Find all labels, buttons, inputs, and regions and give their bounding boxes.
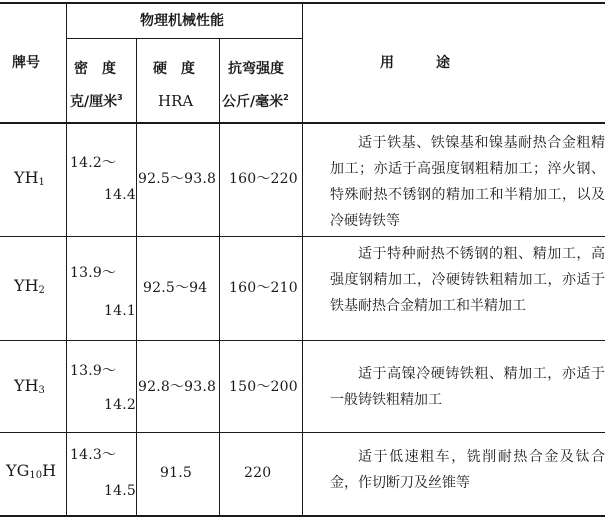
strength-unit: 公斤/毫米$^2$ — [222, 93, 289, 110]
usage-header: 用 途 — [380, 55, 450, 71]
grade-header: 牌号 — [12, 55, 40, 71]
density-from: 14.3～ — [70, 447, 117, 463]
strength-value: 160～210 — [229, 280, 298, 296]
grade-cell: $YG_{10}H$ — [6, 461, 57, 481]
density-header: 密 度 — [74, 61, 116, 77]
column-divider — [66, 4, 67, 516]
column-divider — [302, 4, 303, 516]
group-header-divider — [66, 38, 302, 39]
strength-value: 220 — [244, 465, 272, 481]
density-unit: 克/厘米$^3$ — [70, 93, 123, 110]
density-from: 13.9～ — [70, 265, 117, 281]
density-to: 14.1 — [104, 303, 136, 319]
column-divider — [136, 39, 137, 516]
strength-header: 抗弯强度 — [228, 61, 284, 77]
density-from: 14.2～ — [70, 155, 117, 171]
column-divider — [219, 39, 220, 516]
usage-text: 适于特种耐热不锈钢的粗、精加工，高强度钢精加工，冷硬铸铁粗精加工，亦适于铁基耐热合金精加工和半精加工 — [330, 246, 605, 314]
strength-value: 160～220 — [229, 171, 298, 187]
density-to: 14.5 — [104, 483, 136, 499]
density-from: 13.9～ — [70, 363, 117, 379]
hardness-value: 92.5～93.8 — [138, 171, 217, 187]
hardness-value: 91.5 — [160, 465, 192, 481]
hardness-value: 92.8～93.8 — [138, 379, 217, 395]
usage-text: 适于铁基、铁镍基和镍基耐热合金粗精加工；亦适于高强度钢粗精加工；淬火钢、特殊耐热不锈钢的精加工和半精加工，以及冷硬铸铁等 — [330, 135, 605, 229]
usage-text: 适于低速粗车，铣削耐热合金及钛合金，作切断刀及丝锥等 — [330, 449, 605, 491]
grade-cell: $YH_2$ — [14, 276, 45, 296]
hardness-header: 硬 度 — [153, 61, 195, 77]
physical-properties-header: 物理机械性能 — [140, 13, 224, 29]
density-to: 14.2 — [104, 397, 136, 413]
strength-value: 150～200 — [229, 379, 298, 395]
hardness-unit: HRA — [158, 92, 194, 110]
grade-cell: $YH_1$ — [14, 168, 45, 188]
density-to: 14.4 — [104, 187, 136, 203]
usage-text: 适于高镍冷硬铸铁粗、精加工，亦适于一般铸铁粗精加工 — [330, 366, 605, 408]
hardness-value: 92.5～94 — [143, 280, 208, 296]
grade-cell: $YH_3$ — [14, 376, 45, 396]
